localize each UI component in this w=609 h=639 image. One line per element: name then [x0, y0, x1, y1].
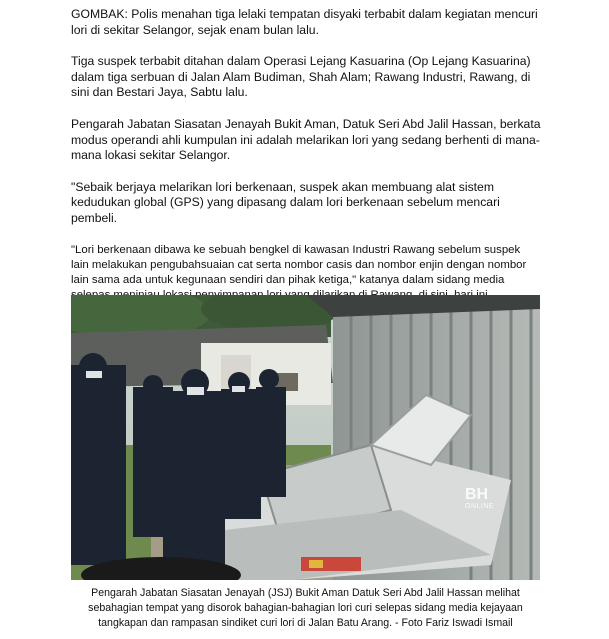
watermark-brand: BH	[465, 486, 489, 503]
photo-illustration	[71, 295, 540, 580]
article-paragraph-4: "Sebaik berjaya melarikan lori berkenaan, suspek akan membuang alat sistem kedudukan global (GPS) yang dipasang dalam lori berkenaan sebelum mencari pembeli.	[71, 179, 500, 225]
article-paragraph-5: "Lori berkenaan dibawa ke sebuah bengkel di kawasan Industri Rawang sebelum suspek lain melakukan pengubahsuaian cat serta nombor casis dan nombor enjin dengan nombor lain sama ada untuk kegunaan sendiri dan pihak ketiga," katanya dalam sidang media	[71, 243, 527, 286]
photo-watermark	[465, 487, 494, 510]
news-photo	[71, 295, 540, 580]
article-paragraph-3: Pengarah Jabatan Siasatan Jenayah Bukit Aman, Datuk Seri Abd Jalil Hassan, berkata modus operandi ahli kumpulan ini adalah melarikan lori yang sedang berhenti di mana-mana lokasi sekitar Selangor.	[71, 116, 541, 163]
article-paragraph-2: Tiga suspek terbabit ditahan dalam Operasi Lejang Kasuarina (Op Lejang Kasuarina) dalam tiga serbuan di Jalan Alam Budiman, Shah Alam; Rawang Industri, Rawang, di sini dan Bestari Jaya, Sabtu lalu.	[71, 54, 531, 100]
watermark-sub: ONLINE	[465, 503, 495, 510]
photo-caption: Pengarah Jabatan Siasatan Jenayah (JSJ) Bukit Aman Datuk Seri Abd Jalil Hassan melihat sebahagian tempat yang disorok bahagian-bahagian lori curi selepas sidang media kejayaan tangkapan dan rampasan sindiket curi lori di Jalan Batu Arang. - Foto Fariz Iswadi Ismail	[88, 587, 523, 629]
article-body	[71, 7, 541, 319]
article-paragraph-1: GOMBAK: Polis menahan tiga lelaki tempatan disyaki terbabit dalam kegiatan mencuri lori di sekitar Selangor, sejak enam bulan lalu.	[71, 7, 538, 37]
